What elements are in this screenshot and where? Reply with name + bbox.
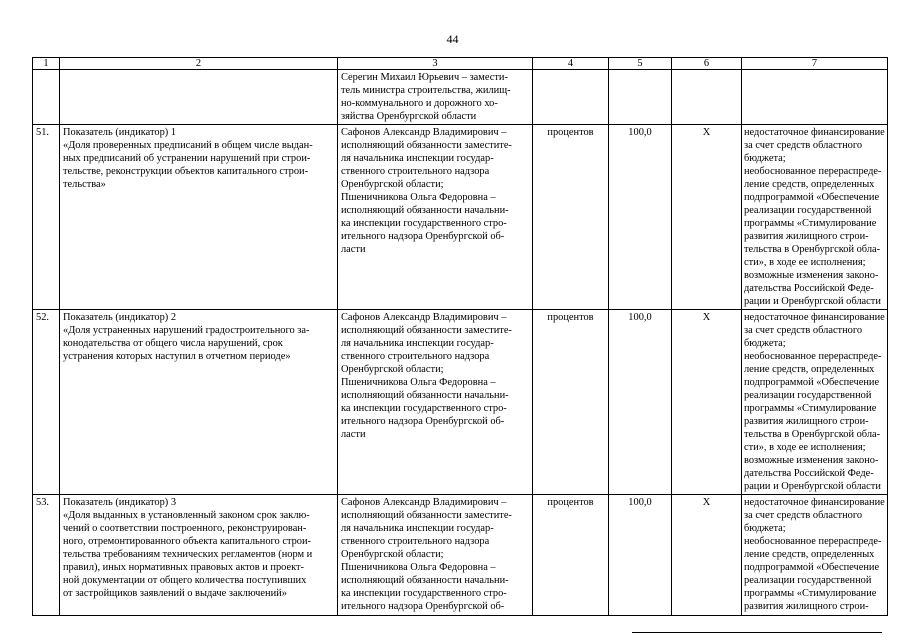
reasons-cell: недостаточное финансирование за счет средств областного бюджета; необоснованное перераспреде- ление средств, определенных подпрограммой «Обеспечение реализации государственной программы «Стимулирование развития жилищного строи- тельства в Оренбургской обла- сти», в ходе ее исполнения; возможные изменения законо- дательства Российской Феде- рации и Оренбургской области: [742, 125, 888, 310]
mark-cell: [672, 70, 742, 125]
row-number: [33, 70, 60, 125]
reasons-cell: недостаточное финансирование за счет средств областного бюджета; необоснованное перераспреде- ление средств, определенных подпрограммой «Обеспечение реализации государственной программы «Стимулирование развития жилищного строи- тельства в Оренбургской обла- сти», в ходе ее исполнения; возможные изменения законо- дательства Российской Феде- рации и Оренбургской области: [742, 310, 888, 495]
row-number: 51.: [33, 125, 60, 310]
reasons-cell: недостаточное финансирование за счет средств областного бюджета; необоснованное перераспреде- ление средств, определенных подпрограммой «Обеспечение реализации государственной программы «Стимулирование развития жилищного строи-: [742, 495, 888, 616]
header-cell: 5: [609, 58, 672, 70]
row-number: 52.: [33, 310, 60, 495]
unit-cell: процентов: [533, 495, 609, 616]
value-cell: [609, 70, 672, 125]
table-row: [33, 495, 888, 616]
mark-cell: X: [672, 495, 742, 616]
unit-cell: процентов: [533, 125, 609, 310]
value-cell: 100,0: [609, 495, 672, 616]
responsible-cell: Сафонов Александр Владимирович – исполняющий обязанности заместите- ля начальника инспекции государ- ственного строительного надзора Оренбургской области; Пшеничникова Ольга Федоровна – исполняющий обязанности начальни- ка инспекции государственного стро- ительного надзора Оренбургской об- ласти: [338, 310, 533, 495]
value-cell: 100,0: [609, 310, 672, 495]
indicators-table: [32, 57, 888, 616]
unit-cell: процентов: [533, 310, 609, 495]
mark-cell: X: [672, 125, 742, 310]
header-cell: 3: [338, 58, 533, 70]
page-number: 44: [446, 32, 459, 46]
mark-cell: X: [672, 310, 742, 495]
table-row: [33, 310, 888, 495]
header-cell: 7: [742, 58, 888, 70]
value-cell: 100,0: [609, 125, 672, 310]
indicator-cell: [60, 70, 338, 125]
header-cell: 2: [60, 58, 338, 70]
table-row: [33, 125, 888, 310]
responsible-cell: Сафонов Александр Владимирович – исполняющий обязанности заместите- ля начальника инспекции государ- ственного строительного надзора Оренбургской области; Пшеничникова Ольга Федоровна – исполняющий обязанности начальни- ка инспекции государственного стро- ительного надзора Оренбургской об-: [338, 495, 533, 616]
responsible-cell: Серегин Михаил Юрьевич – замести- тель министра строительства, жилищ- но-коммунального и дорожного хо- зяйства Оренбургской области: [338, 70, 533, 125]
footer-divider: [632, 632, 882, 633]
row-number: 53.: [33, 495, 60, 616]
header-cell: 4: [533, 58, 609, 70]
header-cell: 6: [672, 58, 742, 70]
table-header-row: [33, 58, 888, 70]
table-row: [33, 70, 888, 125]
indicator-cell: Показатель (индикатор) 1 «Доля проверенных предписаний в общем числе выдан- ных предписаний об устранении нарушений при строи- тельстве, реконструкции объектов капитального строи- тельства»: [60, 125, 338, 310]
indicator-cell: Показатель (индикатор) 3 «Доля выданных в установленный законом срок заклю- чений о соответствии построенного, реконструирован- ного, отремонтированного объекта капитального строи- тельства требованиям технических регламентов (норм и правил), иных нормативных правовых актов и проект- ной документации от общего количества поступивших от застройщиков заявлений о выдаче заключений»: [60, 495, 338, 616]
reasons-cell: [742, 70, 888, 125]
indicator-cell: Показатель (индикатор) 2 «Доля устраненных нарушений градостроительного за- конодательства от общего числа нарушений, срок устранения которых наступил в отчетном периоде»: [60, 310, 338, 495]
responsible-cell: Сафонов Александр Владимирович – исполняющий обязанности заместите- ля начальника инспекции государ- ственного строительного надзора Оренбургской области; Пшеничникова Ольга Федоровна – исполняющий обязанности начальни- ка инспекции государственного стро- ительного надзора Оренбургской об- ласти: [338, 125, 533, 310]
unit-cell: [533, 70, 609, 125]
header-cell: 1: [33, 58, 60, 70]
